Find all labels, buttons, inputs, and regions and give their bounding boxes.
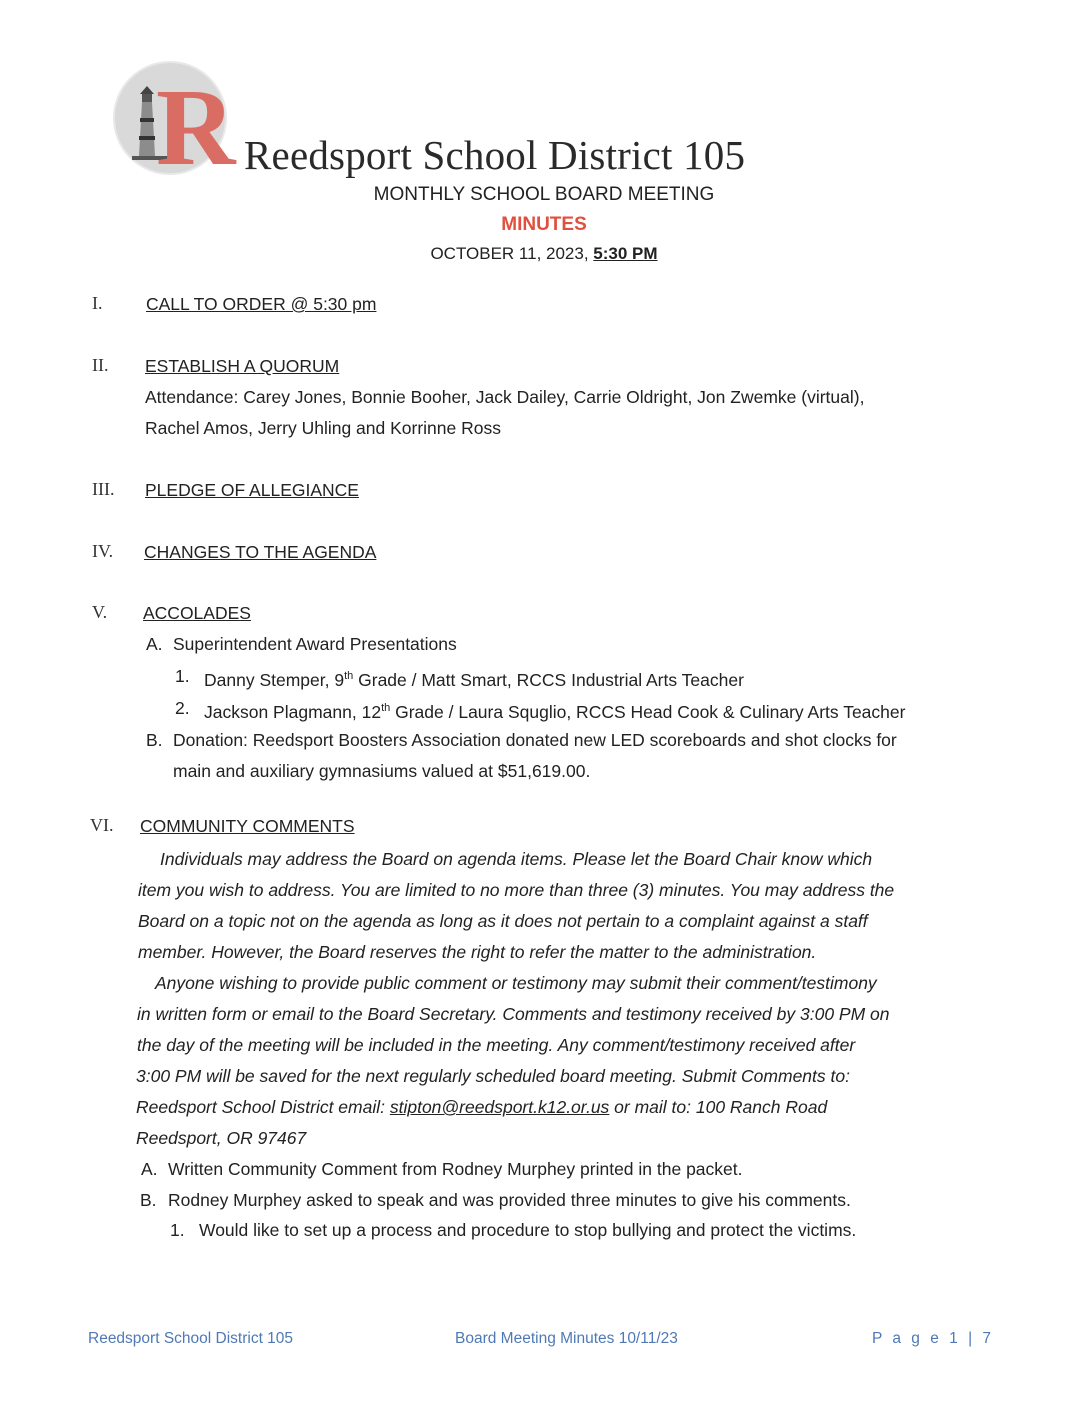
footer-district: Reedsport School District 105: [88, 1330, 294, 1347]
ordinal-suffix: th: [381, 702, 391, 714]
section-heading: PLEDGE OF ALLEGIANCE: [145, 480, 359, 500]
item-text: Superintendent Award Presentations: [173, 634, 457, 654]
item-label: B.: [140, 1190, 157, 1210]
item-text-part: Danny Stemper, 9: [204, 669, 345, 690]
section-numeral: II.: [92, 355, 109, 375]
section-heading: ESTABLISH A QUORUM: [145, 356, 340, 376]
doc-type-title: MINUTES: [501, 214, 587, 235]
section-numeral: III.: [92, 479, 115, 499]
item-text: main and auxiliary gymnasiums valued at $51,619.00.: [173, 761, 591, 781]
meeting-type: MONTHLY SCHOOL BOARD MEETING: [373, 184, 715, 205]
comment-policy-line: the day of the meeting will be included in the meeting. Any comment/testimony received after: [137, 1035, 856, 1055]
meeting-time: 5:30 PM: [593, 244, 658, 263]
email-link[interactable]: stipton@reedsport.k12.or.us: [389, 1097, 610, 1117]
attendance-line: Rachel Amos, Jerry Uhling and Korrinne Ross: [145, 418, 501, 438]
section-heading: COMMUNITY COMMENTS: [140, 816, 355, 836]
item-text: Rodney Murphey asked to speak and was provided three minutes to give his comments.: [168, 1190, 851, 1210]
comment-policy-line: Anyone wishing to provide public comment or testimony may submit their comment/testimony: [155, 973, 877, 993]
section-numeral: V.: [92, 602, 108, 622]
item-label: 1.: [170, 1220, 185, 1240]
section-numeral: VI.: [90, 815, 114, 835]
section-heading: CHANGES TO THE AGENDA: [144, 542, 377, 562]
district-logo: [112, 60, 242, 180]
footer-page-number: P a g e 1 | 7: [872, 1330, 995, 1347]
comment-policy-line: 3:00 PM will be saved for the next regularly scheduled board meeting. Submit Comments to:: [136, 1066, 850, 1086]
email-prefix: Reedsport School District email:: [136, 1097, 390, 1117]
comment-policy-line: Individuals may address the Board on agenda items. Please let the Board Chair know which: [160, 849, 873, 869]
mail-address: or mail to: 100 Ranch Road: [609, 1097, 828, 1117]
footer-title: Board Meeting Minutes 10/11/23: [455, 1330, 678, 1347]
svg-text:R: R: [156, 66, 236, 180]
comment-policy-line: item you wish to address. You are limited to no more than three (3) minutes. You may address the: [138, 880, 895, 900]
section-heading: ACCOLADES: [143, 603, 251, 623]
date-text: OCTOBER 11, 2023,: [430, 244, 594, 263]
comment-policy-line: Reedsport, OR 97467: [136, 1128, 307, 1148]
item-label: A.: [141, 1159, 158, 1179]
item-text: [204, 661, 744, 696]
item-text-part: Grade / Laura Squglio, RCCS Head Cook & Culinary Arts Teacher: [390, 701, 906, 722]
item-label: 1.: [175, 666, 190, 686]
item-text: Written Community Comment from Rodney Murphey printed in the packet.: [168, 1159, 743, 1179]
section-numeral: IV.: [92, 541, 114, 561]
item-text: [204, 693, 905, 728]
item-text: Would like to set up a process and procedure to stop bullying and protect the victims.: [199, 1220, 857, 1240]
item-text: Donation: Reedsport Boosters Association donated new LED scoreboards and shot clocks for: [173, 730, 897, 750]
item-text-part: Jackson Plagmann, 12: [204, 701, 382, 722]
section-heading: CALL TO ORDER @ 5:30 pm: [146, 294, 377, 314]
comment-policy-line: member. However, the Board reserves the right to refer the matter to the administration.: [138, 942, 817, 962]
attendance-line: Attendance: Carey Jones, Bonnie Booher, Jack Dailey, Carrie Oldright, Jon Zwemke (virtual),: [145, 387, 865, 407]
section-numeral: I.: [92, 293, 103, 313]
comment-policy-line: [136, 1097, 827, 1118]
comment-policy-line: Board on a topic not on the agenda as long as it does not pertain to a complaint against a staff: [138, 911, 868, 931]
comment-policy-line: in written form or email to the Board Secretary. Comments and testimony received by 3:00 PM on: [137, 1004, 890, 1024]
item-label: A.: [146, 634, 163, 654]
item-label: B.: [146, 730, 163, 750]
item-label: 2.: [175, 698, 190, 718]
meeting-date: [0, 244, 1088, 264]
ordinal-suffix: th: [344, 670, 354, 682]
district-name: Reedsport School District 105: [244, 132, 746, 178]
item-text-part: Grade / Matt Smart, RCCS Industrial Arts Teacher: [353, 669, 744, 690]
